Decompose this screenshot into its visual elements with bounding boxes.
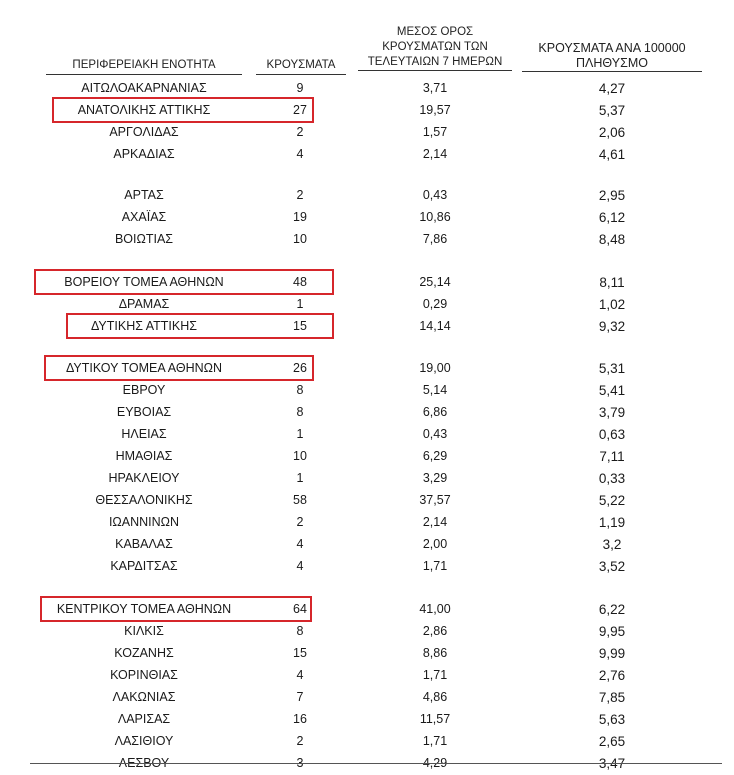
header-avg7-line3: ΤΕΛΕΥΤΑΙΩΝ 7 ΗΜΕΡΩΝ xyxy=(367,56,503,68)
cases-cell: 2 xyxy=(296,188,304,202)
avg7-cell: 19,00 xyxy=(419,361,451,375)
per100k-cell: 3,52 xyxy=(598,559,626,574)
avg7-cell: 1,71 xyxy=(422,668,448,682)
region-cell: ΔΥΤΙΚΗΣ ΑΤΤΙΚΗΣ xyxy=(91,319,197,333)
table-row xyxy=(0,294,734,315)
cases-cell: 10 xyxy=(293,449,307,463)
avg7-cell: 7,86 xyxy=(422,232,448,246)
avg7-cell: 0,29 xyxy=(422,297,448,311)
cases-cell: 16 xyxy=(293,712,307,726)
region-cell: ΛΑΣΙΘΙΟΥ xyxy=(114,734,174,748)
avg7-cell: 0,43 xyxy=(422,188,448,202)
region-cell: ΚΕΝΤΡΙΚΟΥ ΤΟΜΕΑ ΑΘΗΝΩΝ xyxy=(56,602,232,616)
cases-cell: 19 xyxy=(293,210,307,224)
per100k-cell: 5,63 xyxy=(598,712,626,727)
table-row xyxy=(0,643,734,664)
per100k-cell: 3,79 xyxy=(598,405,626,420)
avg7-cell: 6,29 xyxy=(422,449,448,463)
region-cell: ΑΧΑΪΑΣ xyxy=(121,210,167,224)
header-avg7 xyxy=(358,25,512,71)
avg7-cell: 4,29 xyxy=(422,756,448,770)
per100k-cell: 1,19 xyxy=(598,515,626,530)
table-row xyxy=(0,599,734,620)
table-row xyxy=(0,556,734,577)
cases-cell: 1 xyxy=(296,297,304,311)
table-row xyxy=(0,402,734,423)
table-row xyxy=(0,687,734,708)
per100k-cell: 2,95 xyxy=(598,188,626,203)
header-per100k-line2: ΠΛΗΘΥΣΜΟ xyxy=(576,56,648,70)
per100k-cell: 4,27 xyxy=(598,81,626,96)
cases-cell: 64 xyxy=(293,602,307,616)
per100k-cell: 8,48 xyxy=(598,232,626,247)
region-cell: ΑΙΤΩΛΟΑΚΑΡΝΑΝΙΑΣ xyxy=(81,81,207,95)
table-row xyxy=(0,380,734,401)
avg7-cell: 19,57 xyxy=(419,103,451,117)
table-row xyxy=(0,358,734,379)
region-cell: ΗΛΕΙΑΣ xyxy=(121,427,167,441)
table-row xyxy=(0,424,734,445)
highlight-box xyxy=(44,355,314,381)
highlight-box xyxy=(66,313,334,339)
table-row xyxy=(0,446,734,467)
cases-cell: 27 xyxy=(293,103,307,117)
cases-cell: 8 xyxy=(296,405,304,419)
per100k-cell: 2,65 xyxy=(598,734,626,749)
cases-cell: 48 xyxy=(293,275,307,289)
table-bottom-border xyxy=(30,763,722,764)
avg7-cell: 1,57 xyxy=(422,125,448,139)
table-row xyxy=(0,621,734,642)
region-cell: ΙΩΑΝΝΙΝΩΝ xyxy=(108,515,180,529)
avg7-cell: 8,86 xyxy=(422,646,448,660)
region-cell: ΕΒΡΟΥ xyxy=(122,383,166,397)
region-cell: ΛΑΡΙΣΑΣ xyxy=(117,712,171,726)
avg7-cell: 10,86 xyxy=(419,210,451,224)
avg7-cell: 6,86 xyxy=(422,405,448,419)
region-cell: ΑΝΑΤΟΛΙΚΗΣ ΑΤΤΙΚΗΣ xyxy=(77,103,211,117)
region-cell: ΑΡΚΑΔΙΑΣ xyxy=(113,147,175,161)
table-row xyxy=(0,665,734,686)
table-row xyxy=(0,272,734,293)
per100k-cell: 5,41 xyxy=(598,383,626,398)
table-row xyxy=(0,207,734,228)
region-cell: ΛΕΣΒΟΥ xyxy=(118,756,170,770)
per100k-cell: 5,37 xyxy=(598,103,626,118)
cases-cell: 10 xyxy=(293,232,307,246)
avg7-cell: 3,29 xyxy=(422,471,448,485)
per100k-cell: 6,12 xyxy=(598,210,626,225)
region-cell: ΑΡΤΑΣ xyxy=(124,188,164,202)
avg7-cell: 37,57 xyxy=(419,493,451,507)
region-cell: ΘΕΣΣΑΛΟΝΙΚΗΣ xyxy=(95,493,193,507)
per100k-cell: 2,06 xyxy=(598,125,626,140)
region-cell: ΚΟΡΙΝΘΙΑΣ xyxy=(110,668,178,682)
avg7-cell: 14,14 xyxy=(419,319,451,333)
table-row xyxy=(0,144,734,165)
table-row xyxy=(0,185,734,206)
cases-cell: 15 xyxy=(293,319,307,333)
region-cell: ΚΑΒΑΛΑΣ xyxy=(115,537,173,551)
per100k-cell: 2,76 xyxy=(598,668,626,683)
per100k-cell: 4,61 xyxy=(598,147,626,162)
table-row xyxy=(0,316,734,337)
avg7-cell: 1,71 xyxy=(422,734,448,748)
avg7-cell: 4,86 xyxy=(422,690,448,704)
cases-cell: 1 xyxy=(296,427,304,441)
region-cell: ΒΟΡΕΙΟΥ ΤΟΜΕΑ ΑΘΗΝΩΝ xyxy=(64,275,224,289)
region-cell: ΛΑΚΩΝΙΑΣ xyxy=(112,690,176,704)
avg7-cell: 2,00 xyxy=(422,537,448,551)
region-cell: ΚΟΖΑΝΗΣ xyxy=(114,646,174,660)
per100k-cell: 3,47 xyxy=(598,756,626,771)
avg7-cell: 0,43 xyxy=(422,427,448,441)
per100k-cell: 7,11 xyxy=(599,449,625,464)
per100k-cell: 1,02 xyxy=(598,297,626,312)
header-per100k xyxy=(522,41,702,72)
per100k-cell: 9,99 xyxy=(598,646,626,661)
per100k-cell: 5,22 xyxy=(598,493,626,508)
region-cell: ΚΙΛΚΙΣ xyxy=(124,624,164,638)
region-cell: ΗΡΑΚΛΕΙΟΥ xyxy=(108,471,180,485)
region-cell: ΕΥΒΟΙΑΣ xyxy=(116,405,172,419)
cases-cell: 1 xyxy=(296,471,304,485)
cases-cell: 4 xyxy=(296,559,304,573)
cases-cell: 4 xyxy=(296,537,304,551)
table-row xyxy=(0,122,734,143)
header-avg7-line2: ΚΡΟΥΣΜΑΤΩΝ ΤΩΝ xyxy=(382,41,488,53)
region-cell: ΗΜΑΘΙΑΣ xyxy=(115,449,173,463)
region-cell: ΒΟΙΩΤΙΑΣ xyxy=(114,232,174,246)
cases-cell: 9 xyxy=(296,81,304,95)
region-cell: ΚΑΡΔΙΤΣΑΣ xyxy=(110,559,178,573)
cases-cell: 8 xyxy=(296,624,304,638)
header-cases: ΚΡΟΥΣΜΑΤΑ xyxy=(256,57,346,75)
region-cell: ΑΡΓΟΛΙΔΑΣ xyxy=(109,125,179,139)
cases-cell: 3 xyxy=(296,756,304,770)
per100k-cell: 6,22 xyxy=(598,602,626,617)
table-row xyxy=(0,709,734,730)
table-row xyxy=(0,490,734,511)
table-row xyxy=(0,468,734,489)
per100k-cell: 3,2 xyxy=(602,537,622,552)
table-row xyxy=(0,229,734,250)
cases-cell: 26 xyxy=(293,361,307,375)
cases-cell: 7 xyxy=(296,690,304,704)
cases-cell: 4 xyxy=(296,668,304,682)
avg7-cell: 2,14 xyxy=(422,147,448,161)
cases-cell: 4 xyxy=(296,147,304,161)
cases-cell: 2 xyxy=(296,734,304,748)
avg7-cell: 41,00 xyxy=(419,602,451,616)
per100k-cell: 0,33 xyxy=(598,471,626,486)
per100k-cell: 5,31 xyxy=(598,361,626,376)
table-row xyxy=(0,512,734,533)
table-row xyxy=(0,534,734,555)
cases-cell: 8 xyxy=(296,383,304,397)
per100k-cell: 0,63 xyxy=(598,427,626,442)
table-row xyxy=(0,78,734,99)
per100k-cell: 9,32 xyxy=(598,319,626,334)
header-per100k-line1: ΚΡΟΥΣΜΑΤΑ ΑΝΑ 100000 xyxy=(538,41,686,55)
per100k-cell: 9,95 xyxy=(598,624,626,639)
table-row xyxy=(0,100,734,121)
highlight-box xyxy=(40,596,312,622)
cases-cell: 2 xyxy=(296,125,304,139)
avg7-cell: 1,71 xyxy=(422,559,448,573)
highlight-box xyxy=(34,269,334,295)
per100k-cell: 8,11 xyxy=(599,275,625,290)
avg7-cell: 2,14 xyxy=(422,515,448,529)
highlight-box xyxy=(52,97,314,123)
avg7-cell: 2,86 xyxy=(422,624,448,638)
per100k-cell: 7,85 xyxy=(598,690,626,705)
region-cell: ΔΥΤΙΚΟΥ ΤΟΜΕΑ ΑΘΗΝΩΝ xyxy=(65,361,223,375)
table-row xyxy=(0,731,734,752)
header-avg7-line1: ΜΕΣΟΣ ΟΡΟΣ xyxy=(396,26,474,38)
cases-cell: 2 xyxy=(296,515,304,529)
cases-cell: 15 xyxy=(293,646,307,660)
avg7-cell: 3,71 xyxy=(422,81,448,95)
avg7-cell: 5,14 xyxy=(422,383,448,397)
cases-cell: 58 xyxy=(293,493,307,507)
header-region: ΠΕΡΙΦΕΡΕΙΑΚΗ ΕΝΟΤΗΤΑ xyxy=(46,57,242,75)
region-cell: ΔΡΑΜΑΣ xyxy=(118,297,170,311)
avg7-cell: 11,57 xyxy=(419,712,451,726)
avg7-cell: 25,14 xyxy=(419,275,451,289)
